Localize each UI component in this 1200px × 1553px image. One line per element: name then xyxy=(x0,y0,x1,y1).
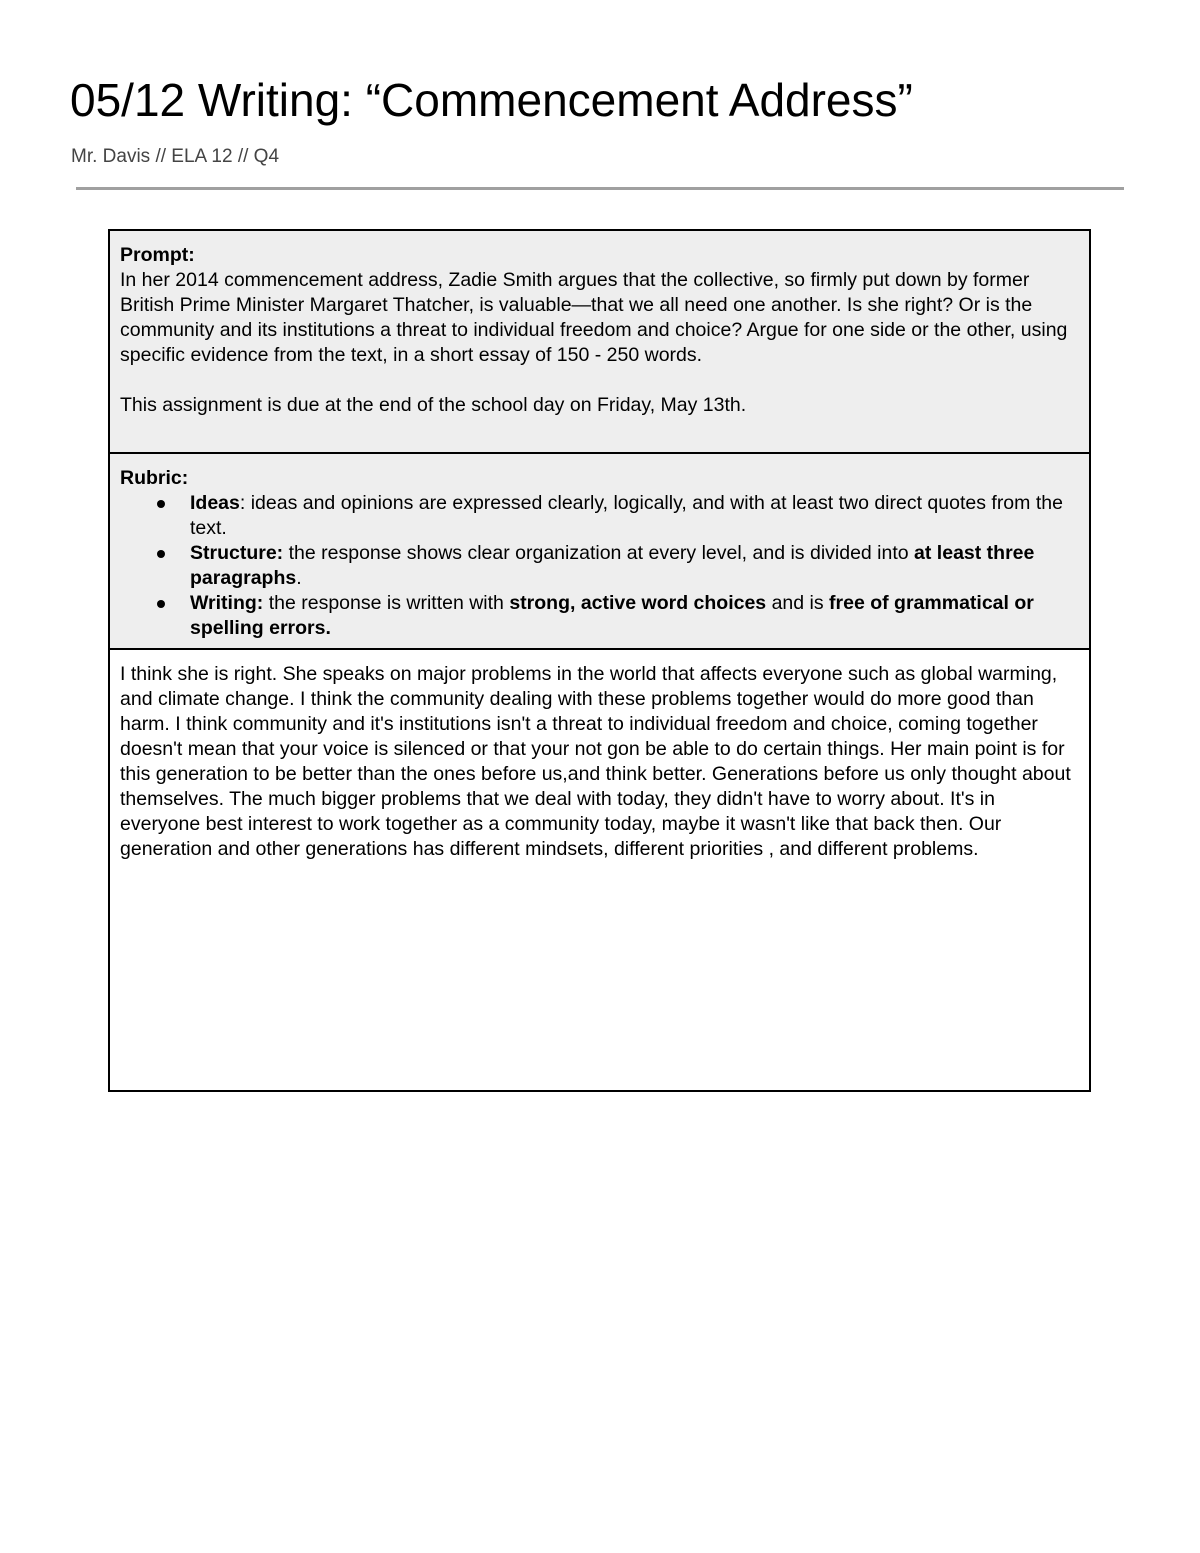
rubric-term-ideas: Ideas xyxy=(190,492,240,514)
rubric-term-writing: Writing: xyxy=(190,592,264,614)
prompt-label: Prompt: xyxy=(120,244,195,266)
rubric-list xyxy=(120,491,1079,641)
prompt-cell xyxy=(110,231,1089,452)
response-text: I think she is right. She speaks on major problems in the world that affects everyone such as global warming, and climate change. I think the community dealing with these problems together would do more good than harm. I think community and it's institutions isn't a threat to individual freedom and choice, coming together doesn't mean that your voice is silenced or that your not gon be able to do certain things. Her main point is for this generation to be better than the ones before us,and think better. Generations before us only thought about themselves. The much bigger problems that we deal with today, they didn't have to worry about. It's in everyone best interest to work together as a community today, maybe it wasn't like that back then. Our generation and other generations has different mindsets, different priorities , and different problems. xyxy=(120,663,1071,860)
rubric-label: Rubric: xyxy=(120,467,189,489)
rubric-term-structure: Structure: xyxy=(190,542,284,564)
rubric-text-ideas: : ideas and opinions are expressed clearly, logically, and with at least two direct quotes from the text. xyxy=(190,492,1063,539)
header-divider xyxy=(76,187,1124,190)
assignment-table xyxy=(108,229,1091,1092)
rubric-emphasis-writing-1: strong, active word choices xyxy=(509,592,767,614)
page-subtitle: Mr. Davis // ELA 12 // Q4 xyxy=(71,146,280,167)
prompt-text: In her 2014 commencement address, Zadie Smith argues that the collective, so firmly put down by former British Prime Minister Margaret Thatcher, is valuable—that we all need one another. Is she right? Or is the community and its institutions a threat to individual freedom and choice? Argue for one side or the other, using specific evidence from the text, in a short essay of 150 - 250 words. xyxy=(120,269,1068,366)
rubric-cell xyxy=(110,452,1089,648)
rubric-end-structure: . xyxy=(296,567,302,589)
rubric-middle-writing: and is xyxy=(766,592,830,614)
response-cell[interactable] xyxy=(110,648,1089,1090)
page-title: 05/12 Writing: “Commencement Address” xyxy=(70,74,913,126)
rubric-emphasis-structure: at least three paragraphs xyxy=(190,542,1035,589)
due-date-text: This assignment is due at the end of the school day on Friday, May 13th. xyxy=(120,394,747,416)
rubric-item-ideas xyxy=(120,491,1079,541)
rubric-text-structure: the response shows clear organization at every level, and is divided into xyxy=(283,542,915,564)
rubric-emphasis-writing-2: free of grammatical or spelling errors. xyxy=(190,592,1034,639)
rubric-text-writing: the response is written with xyxy=(263,592,510,614)
rubric-item-writing xyxy=(120,591,1079,641)
rubric-item-structure xyxy=(120,541,1079,591)
